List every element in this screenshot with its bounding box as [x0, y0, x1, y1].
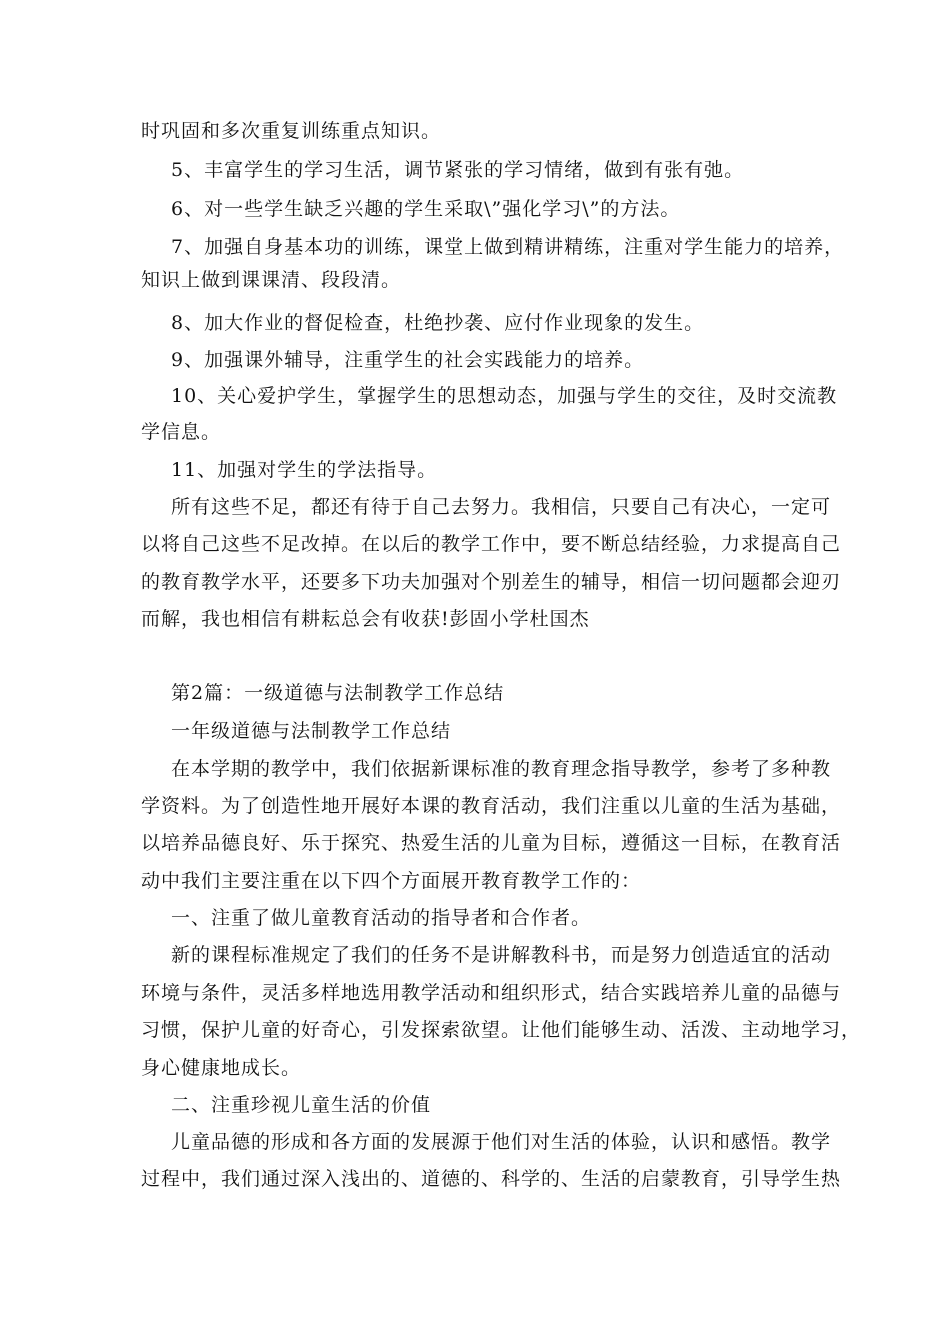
- text-line: 新的课程标准规定了我们的任务不是讲解教科书，而是努力创造适宜的活动: [171, 944, 832, 966]
- section-heading: 第2篇：一级道德与法制教学工作总结: [171, 682, 505, 704]
- text-line: 时巩固和多次重复训练重点知识。: [141, 120, 442, 142]
- text-line: 10、关心爱护学生，掌握学生的思想动态，加强与学生的交往，及时交流教: [171, 385, 838, 407]
- text-line: 的教育教学水平，还要多下功夫加强对个别差生的辅导，相信一切问题都会迎刃: [141, 571, 842, 593]
- text-line: 知识上做到课课清、段段清。: [141, 269, 402, 291]
- text-line: 5、丰富学生的学习生活，调节紧张的学习情绪，做到有张有弛。: [171, 159, 745, 181]
- text-line: 在本学期的教学中，我们依据新课标准的教育理念指导教学，参考了多种教: [171, 758, 832, 780]
- text-line: 学资料。为了创造性地开展好本课的教育活动，我们注重以儿童的生活为基础，: [141, 795, 842, 817]
- text-line: 8、加大作业的督促检查，杜绝抄袭、应付作业现象的发生。: [171, 312, 705, 334]
- text-line: 以培养品德良好、乐于探究、热爱生活的儿童为目标，遵循这一目标，在教育活: [141, 832, 842, 854]
- text-line: 一、注重了做儿童教育活动的指导者和合作者。: [171, 907, 592, 929]
- text-line: 7、加强自身基本功的训练，课堂上做到精讲精练，注重对学生能力的培养，: [171, 236, 845, 258]
- text-line: 所有这些不足，都还有待于自己去努力。我相信，只要自己有决心，一定可: [171, 496, 832, 518]
- text-line: 过程中，我们通过深入浅出的、道德的、科学的、生活的启蒙教育，引导学生热: [141, 1168, 842, 1190]
- text-line: 二、注重珍视儿童生活的价值: [171, 1094, 432, 1116]
- text-line: 9、加强课外辅导，注重学生的社会实践能力的培养。: [171, 349, 645, 371]
- text-line: 习惯，保护儿童的好奇心，引发探索欲望。让他们能够生动、活泼、主动地学习，: [141, 1019, 862, 1041]
- section-title: 一年级道德与法制教学工作总结: [171, 720, 452, 742]
- text-line: 儿童品德的形成和各方面的发展源于他们对生活的体验，认识和感悟。教学: [171, 1131, 832, 1153]
- text-line: 而解，我也相信有耕耘总会有收获!彭固小学杜国杰: [141, 608, 590, 630]
- text-line: 以将自己这些不足改掉。在以后的教学工作中，要不断总结经验，力求提高自己: [141, 533, 842, 555]
- text-line: 11、加强对学生的学法指导。: [171, 459, 438, 481]
- text-line: 6、对一些学生缺乏兴趣的学生采取\”强化学习\”的方法。: [171, 198, 681, 220]
- text-line: 身心健康地成长。: [141, 1057, 302, 1079]
- text-line: 环境与条件，灵活多样地选用教学活动和组织形式，结合实践培养儿童的品德与: [141, 982, 842, 1004]
- text-line: 动中我们主要注重在以下四个方面展开教育教学工作的：: [141, 870, 642, 892]
- text-line: 学信息。: [141, 421, 222, 443]
